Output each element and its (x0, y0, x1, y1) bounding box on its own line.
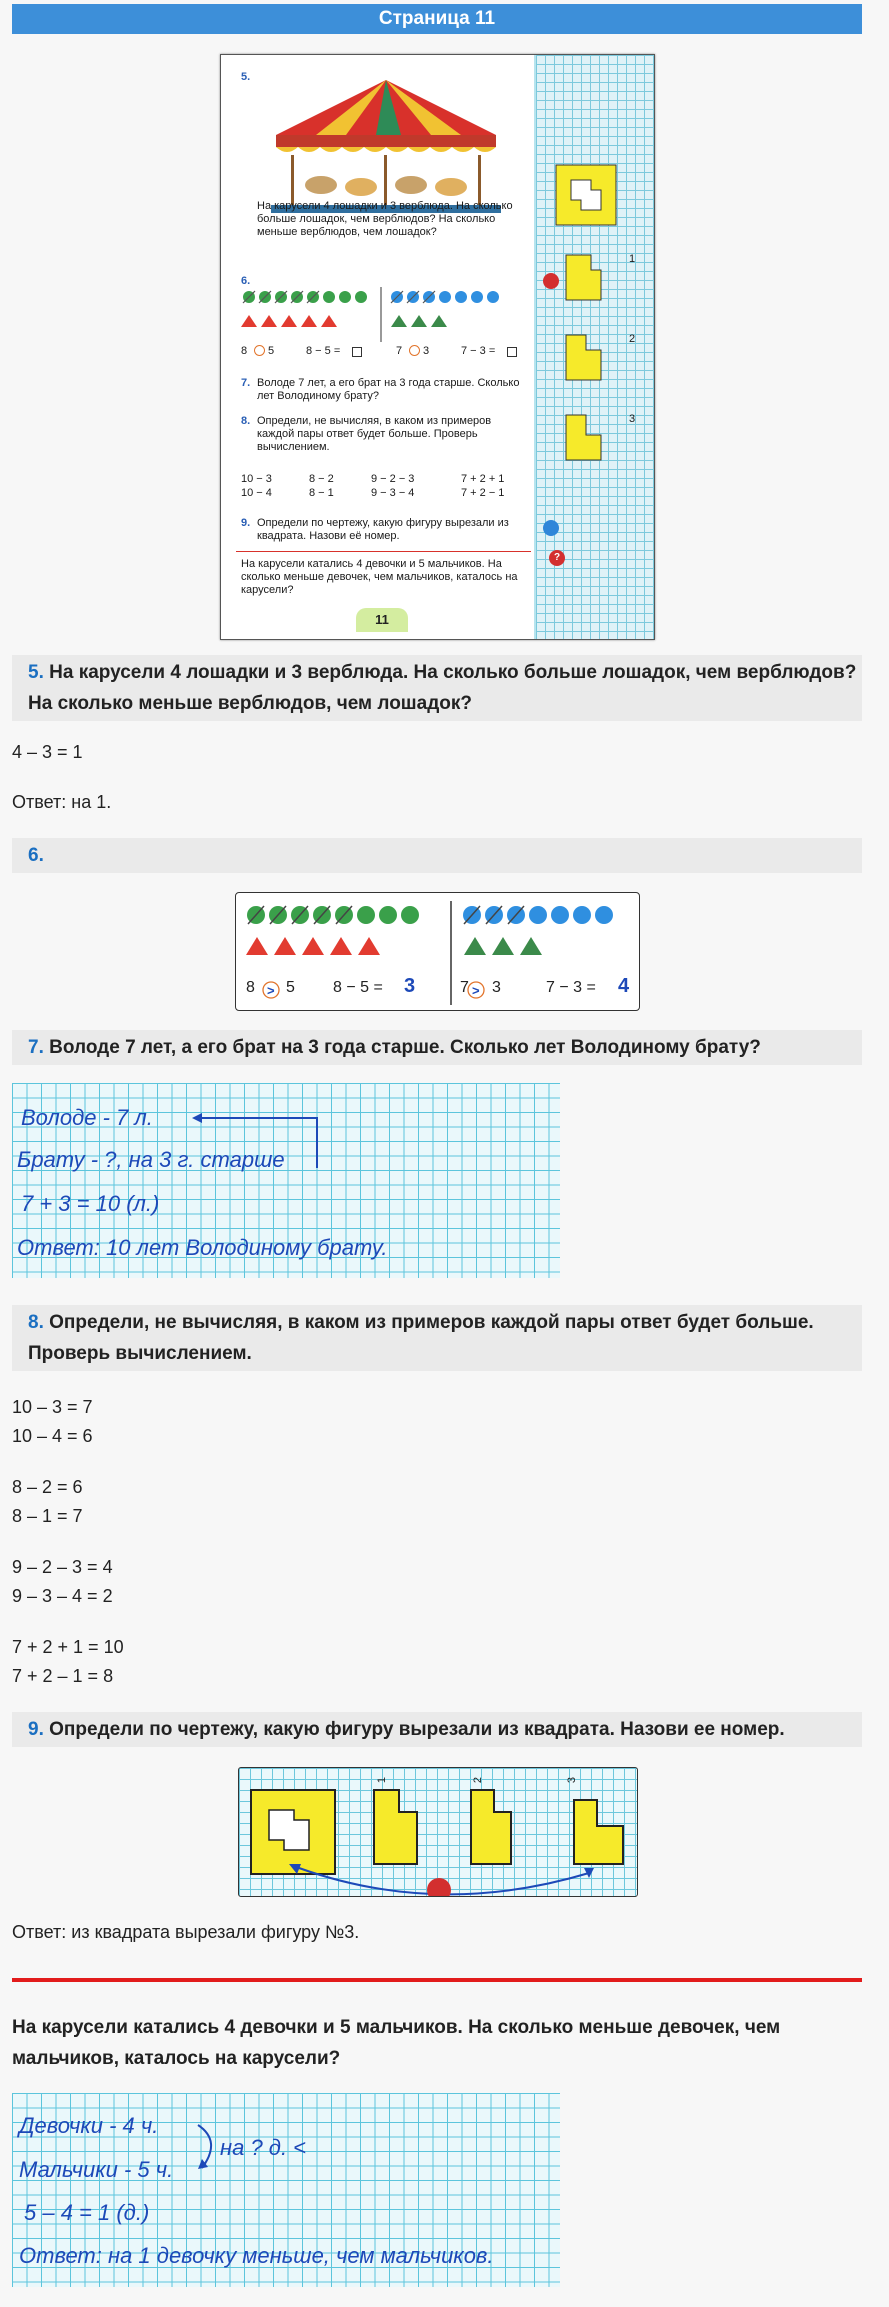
task8-line: 8 – 1 = 7 (12, 1506, 83, 1526)
scan-task8-text: Определи, не вычисляя, в каком из примеров каждой пары ответ будет больше. Проверь вычислением. (257, 415, 492, 453)
bonus-brace (12, 2093, 560, 2287)
task8-line: 9 – 2 – 3 = 4 (12, 1557, 113, 1577)
answer-box (507, 347, 517, 357)
svg-text:>: > (472, 983, 480, 998)
task6-left-eq: 8 − 5 = (333, 979, 383, 996)
scan-example: 8 − 1 (309, 487, 334, 499)
scan-task6-eq-left: 8 − 5 = (306, 345, 341, 357)
task7-line2: Брату - ?, на 3 г. старше (17, 1147, 285, 1172)
compare-circle (254, 345, 265, 356)
task9-shapes (239, 1768, 637, 1896)
task9-figure (238, 1767, 638, 1897)
task5-answer: Ответ: на 1. (12, 792, 112, 812)
compare-circle (409, 345, 420, 356)
task-number: 9. (28, 1719, 44, 1740)
task8-heading (12, 1305, 862, 1371)
figure-label-3: 3 (566, 1776, 579, 1784)
scan-task5-text: На карусели 4 лошадки и 3 верблюда. На сколько больше лошадок, чем верблюдов? На сколько меньше верблюдов, чем лошадок? (257, 200, 513, 238)
scan-task-number: 9. (241, 517, 251, 529)
scan-task6-drawing (241, 287, 531, 342)
bonus-brace-label: на ? д. < (220, 2135, 307, 2160)
task7-line1: Володе - 7 л. (21, 1105, 153, 1130)
task7-line3: 7 + 3 = 10 (л.) (21, 1191, 160, 1216)
task6-right-result: 4 (618, 975, 630, 997)
task6-left-result: 3 (404, 975, 416, 997)
task-number: 5. (28, 662, 44, 683)
svg-text:>: > (267, 983, 275, 998)
task-text: Володе 7 лет, а его брат на 3 года старше. Сколько лет Володиному брату? (49, 1037, 761, 1058)
page-title: Страница 11 (12, 4, 862, 34)
scan-figures (551, 155, 651, 485)
task-text: Определи, не вычисляя, в каком из примеров каждой пары ответ будет больше. Проверь вычислением. (28, 1312, 814, 1364)
task-text: На карусели 4 лошадки и 3 верблюда. На сколько больше лошадок, чем верблюдов? На сколько меньше верблюдов, чем лошадок? (28, 662, 857, 714)
section-divider (12, 1978, 862, 1982)
scan-task7-text: Володе 7 лет, а его брат на 3 года старше. Сколько лет Володиному брату? (257, 377, 520, 402)
task9-answer: Ответ: из квадрата вырезали фигуру №3. (12, 1922, 360, 1942)
scan-task-number: 8. (241, 415, 251, 427)
scan-task6-cmp-left-b: 5 (268, 345, 275, 357)
task8-line: 7 + 2 – 1 = 8 (12, 1666, 114, 1686)
figure-label-2: 2 (472, 1776, 485, 1784)
answer-box (352, 347, 362, 357)
scan-task9-text: Определи по чертежу, какую фигуру вырезали из квадрата. Назови её номер. (257, 517, 509, 542)
task6-right-a: 7 (460, 979, 469, 996)
question-icon: ? (549, 550, 565, 566)
task8-line: 8 – 2 = 6 (12, 1477, 83, 1497)
page-number: 11 (356, 608, 408, 632)
scan-task-number: 5. (241, 71, 251, 83)
globe-icon (543, 520, 559, 536)
divider (236, 551, 531, 552)
scan-task6-cmp-right-a: 7 (396, 345, 403, 357)
task-number: 7. (28, 1037, 44, 1058)
scan-task6-cmp-right-b: 3 (423, 345, 430, 357)
task6-left-a: 8 (246, 979, 255, 996)
task6-right-b: 3 (492, 979, 501, 996)
task-text: Определи по чертежу, какую фигуру вырезали из квадрата. Назови ее номер. (49, 1719, 785, 1740)
task6-right-eq: 7 − 3 = (546, 979, 596, 996)
task7-heading (12, 1030, 862, 1065)
scan-example: 8 − 2 (309, 473, 334, 485)
scan-task-number: 7. (241, 377, 251, 389)
task7-arrow (12, 1083, 560, 1278)
task9-heading (12, 1712, 862, 1747)
task8-line: 10 – 4 = 6 (12, 1426, 93, 1446)
task8-line: 7 + 2 + 1 = 10 (12, 1637, 124, 1657)
scan-example: 9 − 2 − 3 (371, 473, 415, 485)
scan-example: 9 − 3 − 4 (371, 487, 415, 499)
task5-calc: 4 – 3 = 1 (12, 742, 83, 762)
bonus-notebook (12, 2093, 560, 2287)
scan-figure-label: 2 (629, 333, 636, 345)
scan-task-number: 6. (241, 275, 251, 287)
bonus-line4: Ответ: на 1 девочку меньше, чем мальчиков. (19, 2243, 494, 2268)
scan-example: 7 + 2 − 1 (461, 487, 505, 499)
task-number: 8. (28, 1312, 44, 1333)
scan-example: 7 + 2 + 1 (461, 473, 505, 485)
scan-figure-label: 3 (629, 413, 636, 425)
bonus-line1: Девочки - 4 ч. (19, 2113, 159, 2138)
scan-task6-eq-right: 7 − 3 = (461, 345, 496, 357)
textbook-page-image (220, 54, 655, 640)
bonus-question-text: На карусели катались 4 девочки и 5 мальчиков. На сколько меньше девочек, чем мальчиков, каталось на карусели? (12, 2017, 781, 2069)
scan-figure-label: 1 (629, 253, 636, 265)
task6-figure (235, 892, 640, 1011)
bonus-line2: Мальчики - 5 ч. (19, 2157, 174, 2182)
task5-heading (12, 655, 862, 721)
scan-task6-cmp-left-a: 8 (241, 345, 248, 357)
scan-example: 10 − 3 (241, 473, 272, 485)
scan-question-text: На карусели катались 4 девочки и 5 мальчиков. На сколько меньше девочек, чем мальчиков, каталось на карусели? (241, 558, 518, 596)
figure-label-1: 1 (376, 1776, 389, 1784)
task7-line4: Ответ: 10 лет Володиному брату. (17, 1235, 388, 1260)
task8-line: 9 – 3 – 4 = 2 (12, 1586, 113, 1606)
scan-example: 10 − 4 (241, 487, 272, 499)
task7-notebook (12, 1083, 560, 1278)
task6-heading (12, 838, 862, 873)
task6-left-b: 5 (286, 979, 295, 996)
task-number: 6. (28, 845, 44, 866)
bonus-line3: 5 – 4 = 1 (д.) (24, 2200, 150, 2225)
task8-line: 10 – 3 = 7 (12, 1397, 93, 1417)
